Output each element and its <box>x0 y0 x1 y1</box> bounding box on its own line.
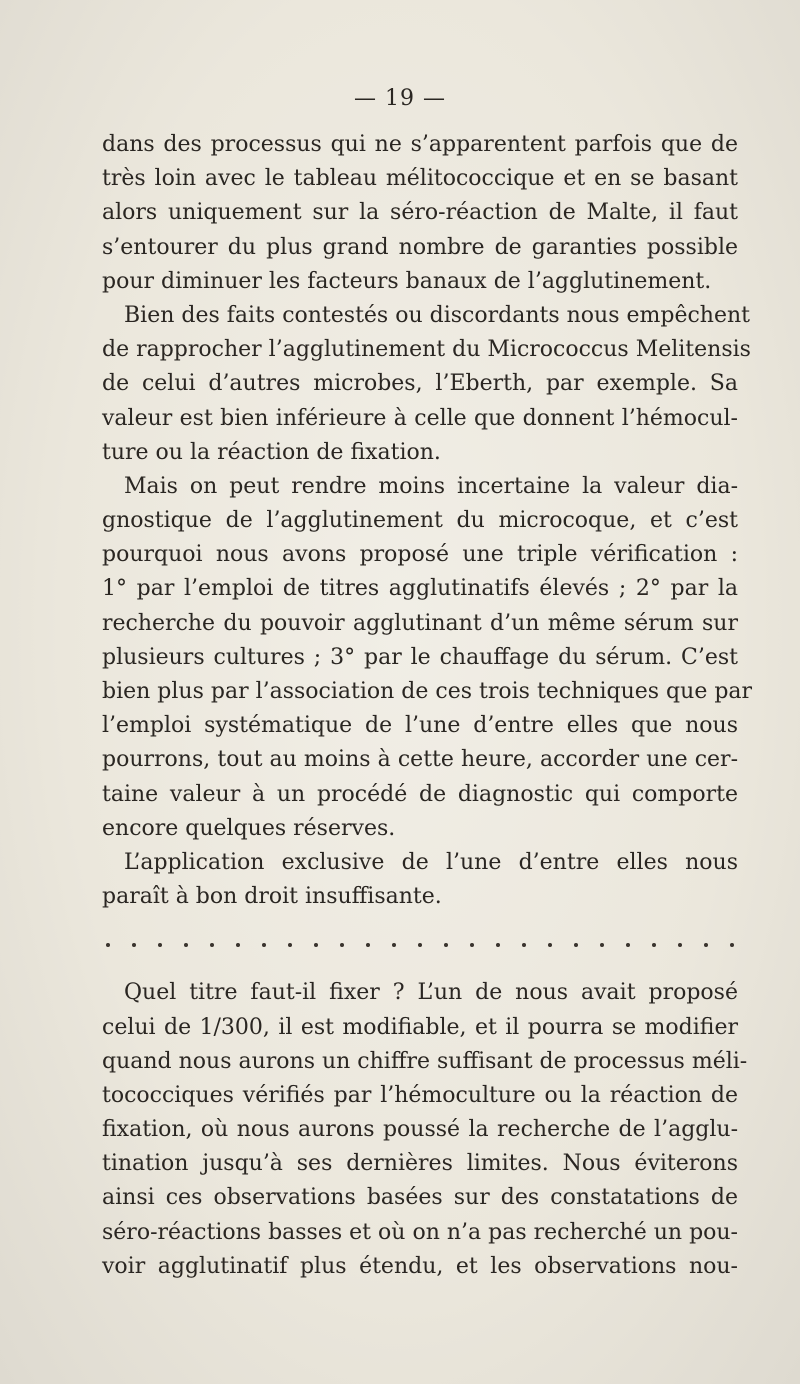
text-line: ainsi ces observations basées sur des constatations de <box>102 1185 738 1211</box>
text-line: plusieurs cultures ; 3° par le chauffage du sérum. C’est <box>102 644 738 670</box>
text-line: dans des processus qui ne s’apparentent parfois que de <box>102 132 738 157</box>
text-line: alors uniquement sur la séro-réaction de Malte, il faut <box>102 200 738 226</box>
text-line: recherche du pouvoir agglutinant d’un même sérum sur <box>102 610 738 636</box>
text-line: pourquoi nous avons proposé une triple vérification : <box>102 542 738 568</box>
text-line: pourrons, tout au moins à cette heure, accorder une cer- <box>102 747 738 773</box>
page-number: — 19 — <box>354 86 446 111</box>
text-line: quand nous aurons un chiffre suffisant de processus méli- <box>102 1048 748 1074</box>
text-line: celui de 1/300, il est modifiable, et il pourra se modifier <box>102 1014 738 1040</box>
text-line: tination jusqu’à ses dernières limites. Nous éviterons <box>102 1151 738 1177</box>
text-line: taine valeur à un procédé de diagnostic qui comporte <box>102 781 738 807</box>
text-line: valeur est bien inférieure à celle que donnent l’hémocul- <box>102 405 738 431</box>
text-line: l’emploi systématique de l’une d’entre elles que nous <box>102 713 738 739</box>
text-line: s’entourer du plus grand nombre de garanties possible <box>102 234 738 260</box>
text-line: fixation, où nous aurons poussé la recherche de l’agglu- <box>102 1117 738 1143</box>
text-line: gnostique de l’agglutinement du microcoque, et c’est <box>102 508 738 534</box>
paragraph-start: Bien des faits contestés ou discordants nous empêchent <box>124 302 750 328</box>
text-line: très loin avec le tableau mélitococcique et en se basant <box>102 166 738 192</box>
text-line: de celui d’autres microbes, l’Eberth, par exemple. Sa <box>102 371 738 397</box>
text-line: tococciques vérifiés par l’hémoculture ou la réaction de <box>102 1082 738 1108</box>
section-break-dots <box>102 914 738 976</box>
text-line: voir agglutinatif plus étendu, et les observations nou- <box>102 1253 738 1279</box>
text-line: paraît à bon droit insuffisante. <box>102 884 442 910</box>
text-line: pour diminuer les facteurs banaux de l’agglutinement. <box>102 268 712 294</box>
text-line: bien plus par l’association de ces trois techniques que par <box>102 679 753 704</box>
paragraph-start: Quel titre faut-il fixer ? L’un de nous avait proposé <box>124 980 738 1006</box>
body-text <box>102 128 753 1284</box>
paragraph-start: L’application exclusive de l’une d’entre elles nous <box>124 849 738 875</box>
text-line: ture ou la réaction de fixation. <box>102 439 441 465</box>
text-line: séro-réactions basses et où on n’a pas recherché un pou- <box>102 1219 738 1245</box>
paragraph-start: Mais on peut rendre moins incertaine la valeur dia- <box>124 473 738 499</box>
text-line: de rapprocher l’agglutinement du Micrococcus Melitensis <box>102 337 751 363</box>
text-line: 1° par l’emploi de titres agglutinatifs élevés ; 2° par la <box>102 576 738 602</box>
text-line: encore quelques réserves. <box>102 815 396 841</box>
